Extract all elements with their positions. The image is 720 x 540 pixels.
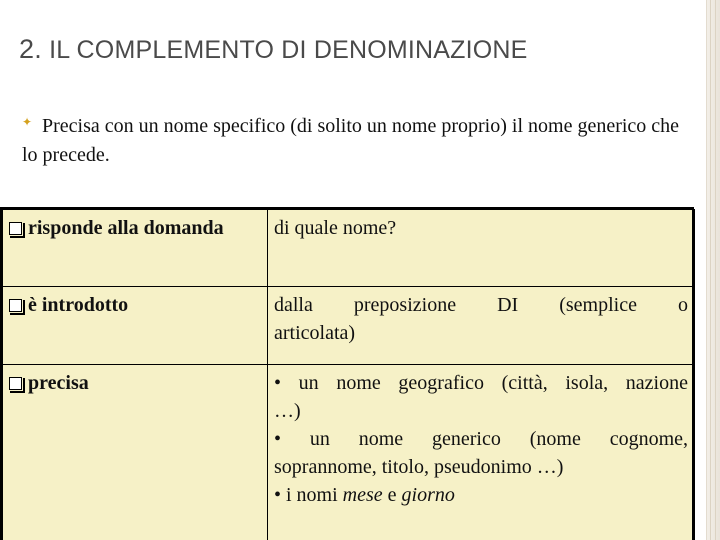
list-item-line: • un nome generico (nome cognome, [274, 428, 688, 450]
checkbox-bullet-icon [9, 222, 22, 235]
list-item-mid: e [382, 484, 402, 506]
list-item-line: …) [274, 400, 301, 422]
title-text: IL COMPLEMENTO DI DENOMINAZIONE [49, 36, 528, 64]
table-row [3, 365, 695, 540]
row-value-line: articolata) [274, 322, 356, 344]
row-label: è introdotto [28, 294, 129, 316]
list-item-line: soprannome, titolo, pseudonimo …) [274, 456, 564, 478]
diamond-bullet-icon: ✦ [22, 115, 33, 129]
page-title [19, 34, 528, 65]
checkbox-bullet-icon [9, 299, 22, 312]
info-table [0, 207, 694, 540]
row-label: risponde alla domanda [28, 217, 224, 239]
row-label: precisa [28, 372, 89, 394]
row-label-cell [3, 287, 268, 365]
table-row [3, 287, 695, 365]
decorative-border [706, 0, 720, 540]
table-row [3, 210, 695, 287]
bullet-text: Precisa con un nome specifico (di solito un nome proprio) il nome generico che lo precede. [22, 115, 680, 166]
checkbox-bullet-icon [9, 377, 22, 390]
row-label-cell [3, 210, 268, 287]
row-label-cell [3, 365, 268, 540]
row-value-cell [268, 287, 695, 365]
emphasis-mese: mese [342, 484, 383, 506]
emphasis-giorno: giorno [401, 484, 455, 506]
list-item-line [274, 481, 688, 509]
list-item-line: • un nome geografico (città, isola, nazione [274, 372, 688, 394]
row-value: di quale nome? [274, 217, 397, 239]
title-number: 2. [19, 34, 42, 64]
list-item-prefix: • i nomi [274, 484, 343, 506]
bullet-paragraph [22, 112, 692, 170]
row-value-cell [268, 365, 695, 540]
row-value-cell [268, 210, 695, 287]
row-value-line: dalla preposizione DI (semplice o [274, 294, 688, 316]
